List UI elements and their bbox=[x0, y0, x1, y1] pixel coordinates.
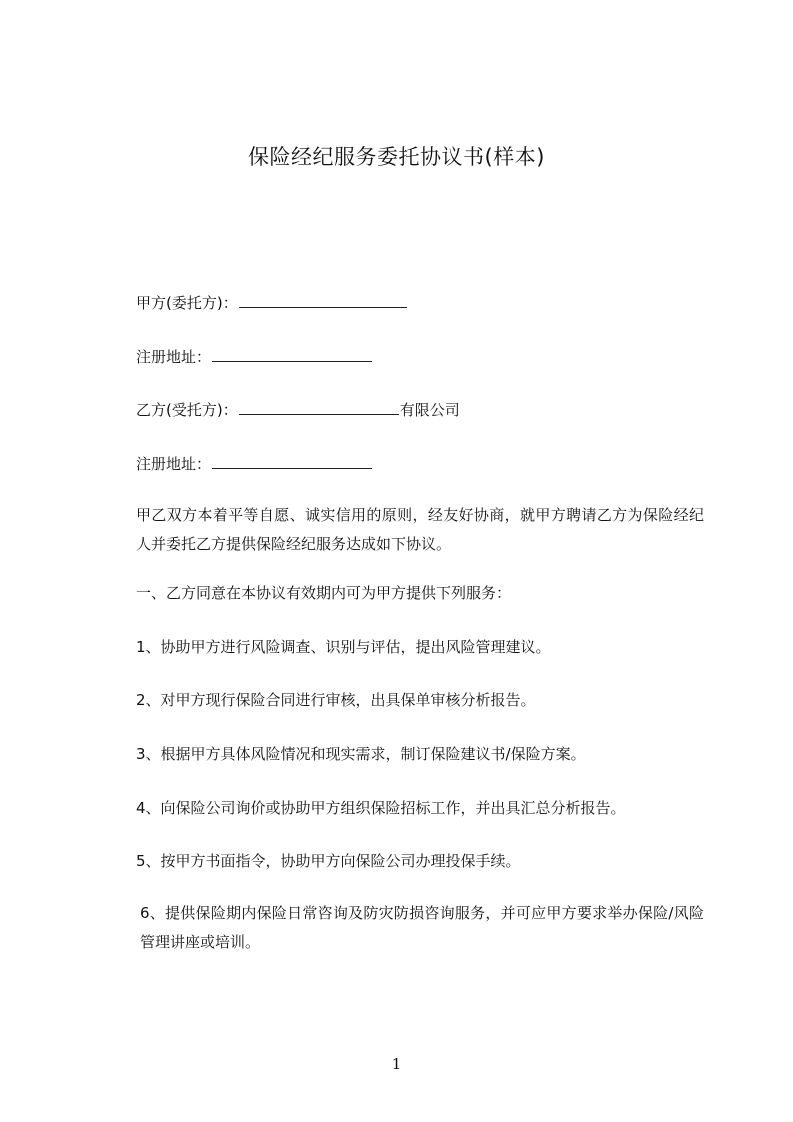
intro-text: 甲乙双方本着平等自愿、诚实信用的原则，经友好协商，就甲方聘请乙方为保险经纪人并委托乙方提供保险经纪服务达成如下协议。 bbox=[136, 506, 704, 553]
party-b-address-label: 注册地址： bbox=[136, 455, 212, 473]
page-number: 1 bbox=[391, 1055, 402, 1073]
party-a-address-field bbox=[136, 346, 373, 367]
party-a-label: 甲方(委托方)： bbox=[136, 294, 238, 312]
party-b-label: 乙方(受托方)： bbox=[136, 401, 238, 419]
service-item: 1、协助甲方进行风险调查、识别与评估，提出风险管理建议。 bbox=[136, 638, 551, 656]
party-a-field bbox=[136, 292, 408, 313]
intro-paragraph bbox=[92, 501, 704, 559]
party-b-field bbox=[136, 399, 460, 420]
party-b-address-field bbox=[136, 453, 373, 474]
party-b-suffix: 有限公司 bbox=[399, 401, 460, 419]
party-b-address-blank[interactable] bbox=[212, 453, 372, 469]
party-a-blank[interactable] bbox=[239, 292, 407, 308]
document-title: 保险经纪服务委托协议书(样本) bbox=[248, 145, 545, 169]
service-item: 2、对甲方现行保险合同进行审核，出具保单审核分析报告。 bbox=[136, 691, 536, 709]
section-heading: 一、乙方同意在本协议有效期内可为甲方提供下列服务： bbox=[136, 584, 512, 602]
service-item: 3、根据甲方具体风险情况和现实需求，制订保险建议书/保险方案。 bbox=[136, 745, 586, 763]
party-a-address-label: 注册地址： bbox=[136, 348, 212, 366]
service-item: 4、向保险公司询价或协助甲方组织保险招标工作，并出具汇总分析报告。 bbox=[136, 799, 626, 817]
service-item-6-text: 6、提供保险期内保险日常咨询及防灾防损咨询服务，并可应甲方要求举办保险/风险管理讲座或培训。 bbox=[140, 904, 704, 951]
service-item: 5、按甲方书面指令，协助甲方向保险公司办理投保手续。 bbox=[136, 852, 521, 870]
service-item-6 bbox=[92, 899, 704, 957]
party-b-blank[interactable] bbox=[239, 399, 399, 415]
party-a-address-blank[interactable] bbox=[212, 346, 372, 362]
